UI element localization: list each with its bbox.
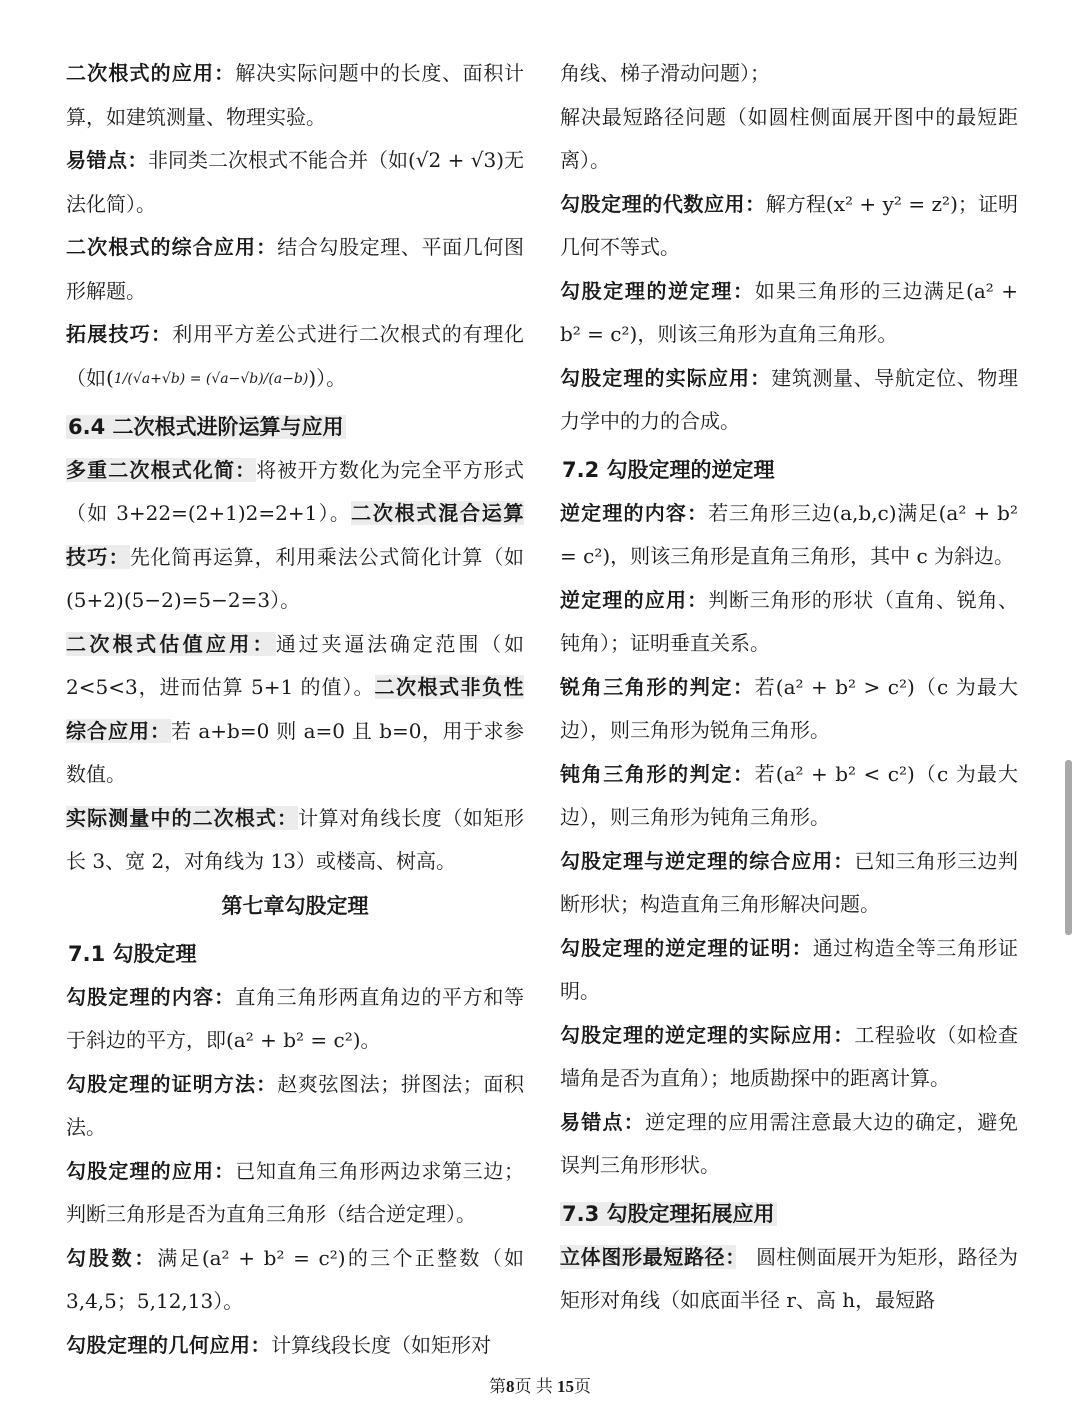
term: 钝角三角形的判定：: [560, 761, 755, 786]
paragraph-text: 先化简再运算，利用乘法公式简化计算（如(5+2)(5−2)=5−2=3）。: [66, 544, 525, 613]
term: 勾股定理的证明方法：: [66, 1071, 278, 1096]
left-column: [66, 52, 524, 1367]
paragraph: [560, 1101, 1018, 1188]
paragraph-text: 解决最短路径问题（如圆柱侧面展开图中的最短距离）。: [560, 104, 1018, 172]
paragraph: [560, 96, 1018, 183]
section-heading-6-4: 6.4 二次根式进阶运算与应用: [68, 414, 344, 439]
current-page-number: 8: [506, 1377, 515, 1396]
term: 拓展技巧：: [66, 322, 173, 346]
paragraph-text: 若 a+b=0 则 a=0 且 b=0，用于求参数值。: [66, 718, 524, 787]
term: 逆定理的应用：: [560, 587, 709, 612]
paragraph: [560, 840, 1018, 927]
term: 勾股定理与逆定理的综合应用：: [560, 848, 855, 873]
paragraph: [560, 1236, 1018, 1323]
paragraph-text: 若(a² + b² < c²)（c 为最大边），则三角形为钝角三角形。: [560, 761, 1018, 829]
paragraph-text: 赵爽弦图法；拼图法；面积法。: [66, 1071, 525, 1140]
paragraph-text: 若(a² + b² > c²)（c 为最大边），则三角形为锐角三角形。: [560, 674, 1018, 742]
paragraph: [560, 183, 1018, 270]
paragraph-text: 计算线段长度（如矩形对: [271, 1332, 491, 1357]
paragraph: [560, 579, 1018, 666]
page-footer: [0, 1372, 1080, 1397]
paragraph: [66, 313, 524, 401]
term: 实际测量中的二次根式：: [66, 805, 299, 830]
paragraph-text: 工程验收（如检查墙角是否为直角）；地质勘探中的距离计算。: [560, 1022, 1019, 1090]
paragraph: [560, 927, 1018, 1014]
section-heading-7-2: 7.2 勾股定理的逆定理: [562, 457, 775, 482]
paragraph-text: 结合勾股定理、平面几何图形解题。: [66, 235, 525, 303]
paragraph: [66, 139, 524, 226]
paragraph: [66, 226, 524, 313]
paragraph-text: 如果三角形的三边满足(a² + b² = c²)，则该三角形为直角三角形。: [560, 278, 1019, 346]
footer-text: 页 共: [514, 1377, 557, 1396]
paragraph-text: 满足(a² + b² = c²)的三个正整数（如3,4,5；5,12,13）。: [66, 1245, 525, 1314]
term: 二次根式混合运算技巧：: [66, 501, 524, 569]
paragraph: [560, 357, 1018, 444]
term: 勾股定理的应用：: [66, 1158, 236, 1183]
paragraph-text: 解决实际问题中的长度、面积计算，如建筑测量、物理实验。: [66, 61, 525, 129]
paragraph: [66, 797, 524, 884]
section-heading-7-1: 7.1 勾股定理: [68, 941, 197, 966]
paragraph-text: 非同类二次根式不能合并（如(√2 + √3)无法化简）。: [66, 148, 525, 216]
paragraph: [560, 753, 1018, 840]
paragraph-text: 逆定理的应用需注意最大边的确定，避免误判三角形形状。: [560, 1109, 1019, 1177]
term: 易错点：: [66, 148, 148, 172]
footer-text: 第: [489, 1377, 506, 1396]
paragraph: [66, 976, 524, 1063]
paragraph: [560, 1014, 1018, 1101]
right-column: [560, 52, 1018, 1323]
term: 勾股定理的内容：: [66, 984, 236, 1009]
paragraph-text: 利用平方差公式进行二次根式的有理化（如(: [66, 322, 525, 390]
paragraph: [66, 1063, 524, 1150]
term: 勾股定理的实际应用：: [560, 365, 772, 390]
term: 二次根式的综合应用：: [66, 235, 278, 259]
term: 勾股数：: [66, 1245, 158, 1270]
footer-text: 页: [574, 1377, 591, 1396]
term: 二次根式估值应用：: [66, 631, 276, 656]
term: 锐角三角形的判定：: [560, 674, 755, 699]
term: 勾股定理的逆定理的证明：: [560, 935, 813, 960]
paragraph-text: 建筑测量、导航定位、物理力学中的力的合成。: [560, 365, 1019, 433]
paragraph: [560, 52, 1018, 96]
term: 勾股定理的逆定理的实际应用：: [560, 1022, 855, 1047]
paragraph-text: 判断三角形的形状（直角、锐角、钝角）；证明垂直关系。: [560, 587, 1019, 655]
paragraph: [560, 666, 1018, 753]
paragraph-text: 直角三角形两直角边的平方和等于斜边的平方，即(a² + b² = c²)。: [66, 984, 525, 1053]
paragraph-text: 将被开方数化为完全平方形式（如 3+22=(2+1)2=2+1）。: [66, 457, 525, 526]
chapter-heading: 第七章勾股定理: [221, 893, 369, 918]
section-heading-7-3: 7.3 勾股定理拓展应用: [562, 1201, 775, 1226]
term: 二次根式的应用：: [66, 61, 236, 85]
paragraph-text: 计算对角线长度（如矩形长 3、宽 2，对角线为 13）或楼高、树高。: [66, 805, 525, 874]
term: 勾股定理的逆定理：: [560, 278, 755, 303]
paragraph: [66, 52, 524, 139]
term: 立体图形最短路径：: [560, 1244, 736, 1269]
paragraph: [66, 1237, 524, 1324]
paragraph-text: 已知三角形三边判断形状；构造直角三角形解决问题。: [560, 848, 1019, 916]
paragraph: [66, 623, 524, 797]
paragraph: [66, 1324, 524, 1368]
paragraph-text: )）。: [308, 365, 347, 390]
total-pages-number: 15: [557, 1377, 574, 1396]
paragraph-text: 圆柱侧面展开为矩形，路径为矩形对角线（如底面半径 r、高 h，最短路: [560, 1244, 1019, 1312]
paragraph-text: 若三角形三边(a,b,c)满足(a² + b² = c²)，则该三角形是直角三角形，其中 c 为斜边。: [560, 500, 1018, 568]
term: 勾股定理的代数应用：: [560, 191, 766, 216]
term: 逆定理的内容：: [560, 500, 709, 525]
paragraph-text: 解方程(x² + y² = z²)；证明几何不等式。: [560, 191, 1019, 259]
term: 多重二次根式化简：: [66, 457, 257, 482]
paragraph-text: 通过夹逼法确定范围（如2<5<3，进而估算 5+1 的值）。: [66, 631, 525, 700]
paragraph: [560, 492, 1018, 579]
rationalize-formula: 1/(√a+√b) = (√a−√b)/(a−b): [113, 370, 309, 387]
paragraph: [560, 270, 1018, 357]
paragraph: [66, 449, 524, 623]
paragraph-text: 已知直角三角形两边求第三边；判断三角形是否为直角三角形（结合逆定理）。: [66, 1158, 525, 1227]
term: 勾股定理的几何应用：: [66, 1332, 271, 1357]
paragraph-text: 角线、梯子滑动问题）；: [560, 61, 770, 85]
paragraph: [66, 1150, 524, 1237]
paragraph-text: 通过构造全等三角形证明。: [560, 935, 1019, 1003]
term: 二次根式非负性综合应用：: [66, 675, 524, 743]
term: 易错点：: [560, 1109, 646, 1134]
scrollbar-thumb[interactable]: [1065, 760, 1072, 935]
